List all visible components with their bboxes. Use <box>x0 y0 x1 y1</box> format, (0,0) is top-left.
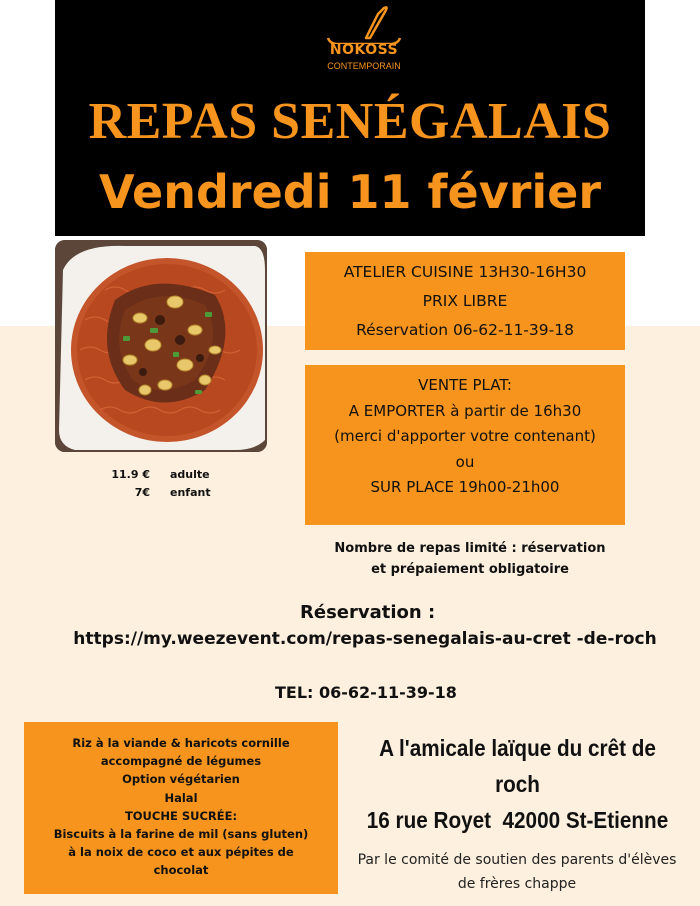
venue-line: A l'amicale laïque du crêt de roch <box>379 735 656 797</box>
price-row-child <box>100 484 240 502</box>
rice-dish-photo <box>55 240 267 452</box>
atelier-box <box>305 252 625 350</box>
vente-box <box>305 365 625 525</box>
price-value: 7€ <box>134 486 150 499</box>
price-list <box>100 466 240 502</box>
menu-line: Halal <box>164 790 198 805</box>
menu-line: accompagné de légumes <box>100 754 262 769</box>
organizer-credit <box>337 848 697 896</box>
price-label: enfant <box>170 486 211 499</box>
price-value: 11.9 € <box>111 468 150 481</box>
logo-subtitle: CONTEMPORAIN <box>327 61 401 71</box>
venue-line: 16 rue Royet 42000 St-Etienne <box>366 807 669 833</box>
menu-line: Option végétarien <box>122 772 240 787</box>
logo-name: NOKOSS <box>329 42 399 58</box>
limit-line: Nombre de repas limité : réservation <box>334 541 606 556</box>
event-date: Vendredi 11 février <box>98 165 602 219</box>
telephone: TEL: 06-62-11-39-18 <box>275 683 457 702</box>
reservation-url[interactable]: https://my.weezevent.com/repas-senegalais-au-cret -de-roch <box>73 629 657 649</box>
event-title: REPAS SENÉGALAIS <box>88 93 612 150</box>
reservation-label: Réservation : <box>300 602 436 623</box>
credit-line: Par le comité de soutien des parents d'élèves <box>357 852 677 868</box>
limit-line: et prépaiement obligatoire <box>371 562 569 577</box>
menu-box <box>24 722 338 894</box>
vente-line: (merci d'apporter votre contenant) <box>334 427 596 445</box>
limit-note <box>310 538 630 580</box>
price-label: adulte <box>170 468 210 481</box>
atelier-line: Réservation 06-62-11-39-18 <box>356 321 574 339</box>
vente-line: ou <box>455 452 475 471</box>
mortar-pestle-icon <box>318 4 410 44</box>
atelier-line: PRIX LIBRE <box>422 292 508 310</box>
vente-line: A EMPORTER à partir de 16h30 <box>348 401 582 420</box>
venue-address <box>362 730 673 838</box>
menu-line: TOUCHE SUCRÉE: <box>124 808 238 823</box>
price-row-adult <box>100 466 240 484</box>
menu-line: Biscuits à la farine de mil (sans gluten) <box>53 827 309 842</box>
atelier-line: ATELIER CUISINE 13H30-16H30 <box>343 263 587 281</box>
menu-line: chocolat <box>153 863 209 878</box>
credit-line: de frères chappe <box>457 876 577 892</box>
logo <box>318 4 410 82</box>
menu-line: à la noix de coco et aux pépites de <box>68 845 294 860</box>
menu-line: Riz à la viande & haricots cornille <box>72 736 290 750</box>
vente-line: SUR PLACE 19h00-21h00 <box>370 478 560 496</box>
vente-line: VENTE PLAT: <box>418 376 512 394</box>
